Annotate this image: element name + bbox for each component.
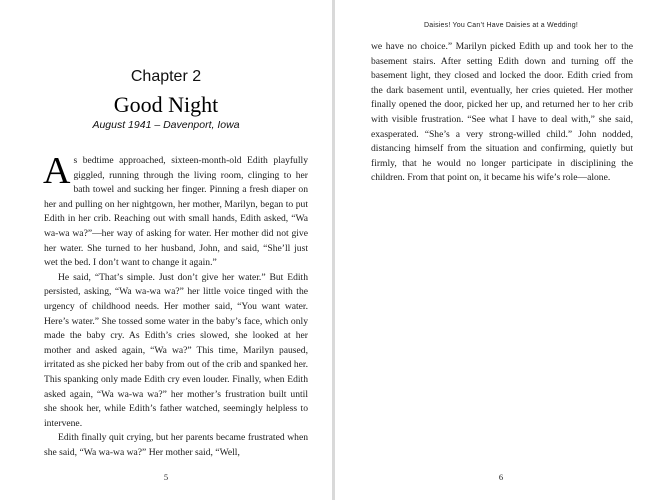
drop-cap: A	[43, 150, 71, 192]
paragraph: He said, “That’s simple. Just don’t give her water.” But Edith persisted, asking, “Wa wa-wa wa?” her little voice tinged with the urgency of childhood needs. Her mother said, “You want water. Here’s water.” She tossed some water in the baby’s face, which only made the baby cry. As Edith’s cries slowed, she looked at her mother and asked again, “Wa wa?” This time, Marilyn paused, irritated as she picked her baby from out of the crib and spanked her. This spanking only made Edith cry even louder. Finally, when Edith asked again, “Wa wa-wa wa?” her mother’s frustration built until she shook her, while Edith’s father watched, seemingly helpless to intervene.	[44, 271, 308, 429]
chapter-dateline: August 1941 – Davenport, Iowa	[92, 119, 240, 131]
running-head: Daisies! You Can’t Have Daisies at a Wedding!	[423, 22, 578, 29]
chapter-title: Good Night	[113, 92, 219, 117]
paragraph	[43, 150, 308, 271]
page-number: 6	[498, 472, 504, 482]
page-number: 5	[163, 472, 169, 482]
left-body-text	[43, 150, 308, 460]
paragraph-text: s bedtime approached, sixteen-month-old Edith playfully giggled, running through the living room, clinging to her bath towel and sucking her finger. Pinning a fresh diaper on her and pulling on her nightgown, her mother, Marilyn, began to put Edith in her crib. Reaching out with small hands, Edith asked, “Wa wa-wa wa?”—her way of asking for water. Her mother did not give her water. She turned to her husband, John, and said, “She’ll just wet the bed. I don’t want to change it again.”	[44, 155, 308, 269]
left-page	[0, 0, 332, 500]
right-page	[335, 0, 667, 500]
paragraph: we have no choice.” Marilyn picked Edith up and took her to the basement stairs. After setting Edith down and turning off the basement light, they closed and locked the door. Edith cried from the dark basement until, eventually, her cries quieted. Her mother finally opened the door, picked her up, and returned her to her crib with visible frustration. “See what I have to deal with,” she said, exasperated. “She’s a very strong-willed child.” John nodded, distancing himself from the situation and confirming, quietly but firmly, that he would no longer participate in disciplining the children. From that point on, it became his wife’s role—alone.	[371, 41, 633, 184]
right-body-text	[371, 40, 633, 186]
chapter-number: Chapter 2	[130, 68, 202, 85]
paragraph: Edith finally quit crying, but her parents became frustrated when she said, “Wa wa-wa wa?” Her mother said, “Well,	[44, 432, 308, 458]
